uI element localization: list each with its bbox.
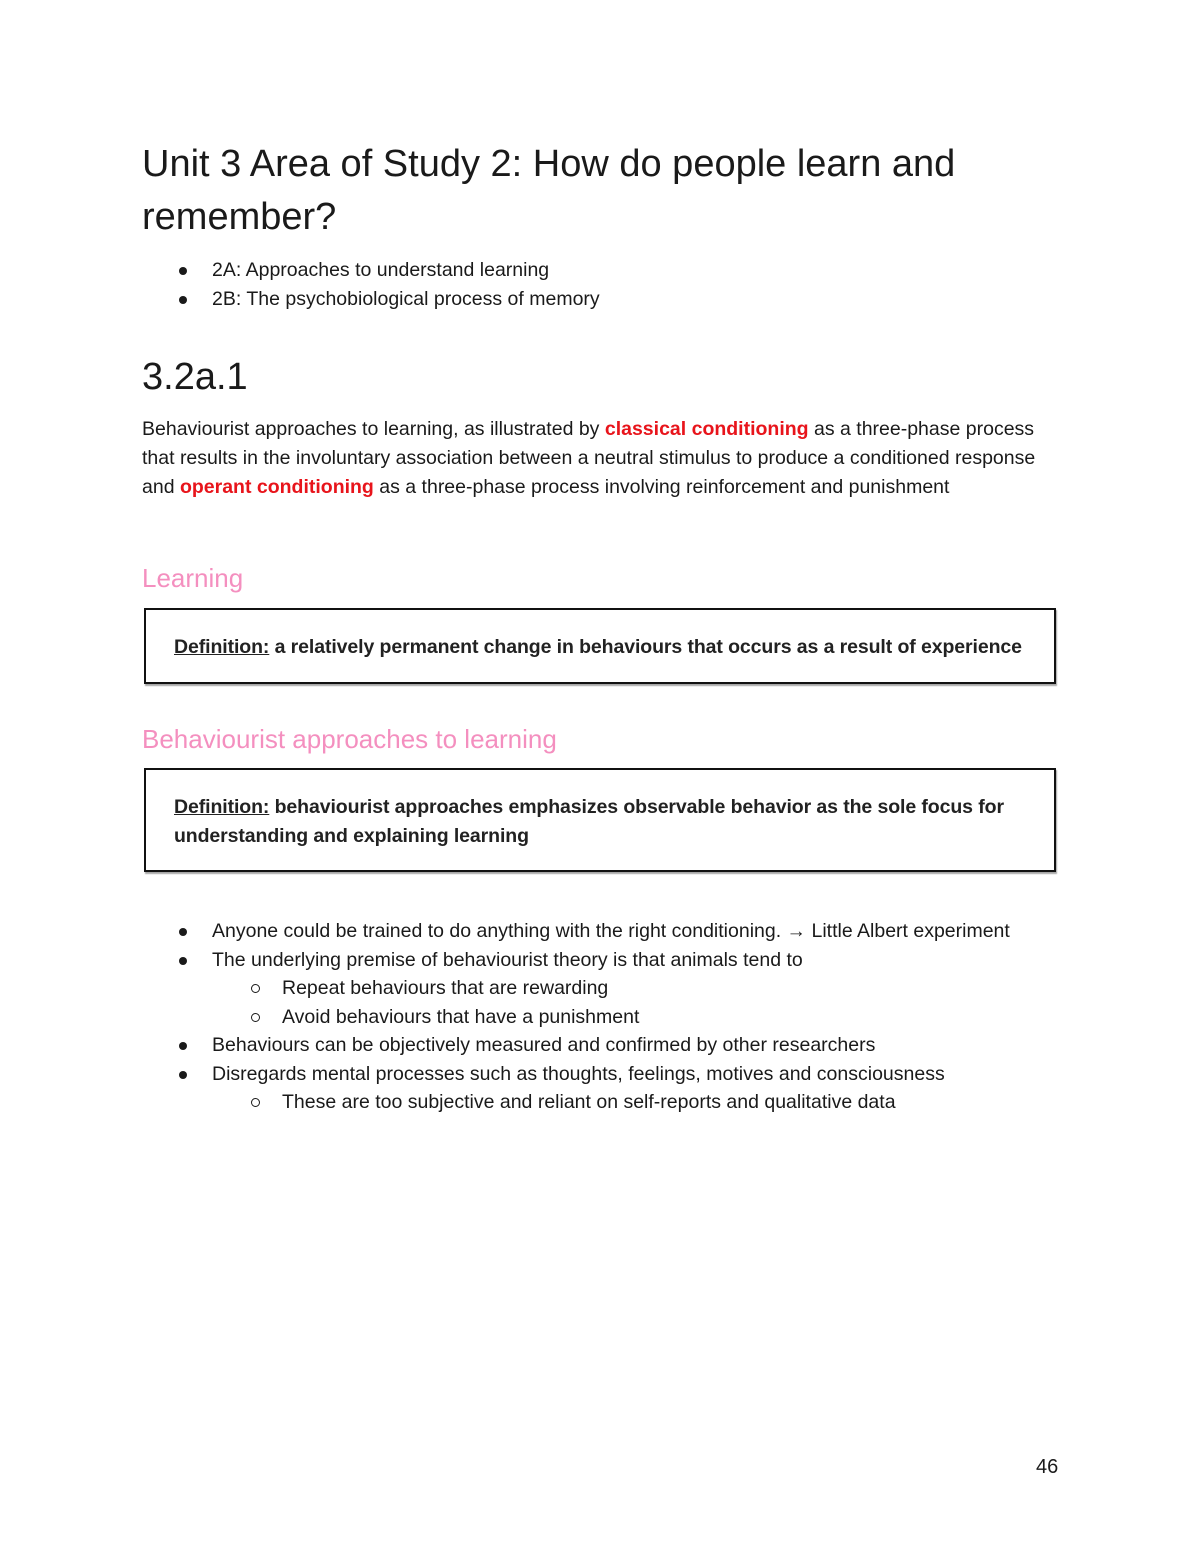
list-item-text: These are too subjective and reliant on self-reports and qualitative data <box>282 1091 896 1113</box>
definition-body: a relatively permanent change in behaviours that occurs as a result of experience <box>269 636 1022 658</box>
hollow-bullet-icon <box>251 1098 260 1107</box>
key-term-classical: classical conditioning <box>604 418 809 440</box>
list-item <box>176 1060 1056 1089</box>
intro-bullet-list <box>176 256 1056 313</box>
list-item <box>176 285 1056 314</box>
list-item <box>176 1031 1056 1060</box>
list-item-text: The underlying premise of behaviourist theory is that animals tend to <box>212 948 803 971</box>
learning-definition-box <box>144 608 1056 684</box>
definition-text <box>174 633 1034 662</box>
list-item-text: Behaviours can be objectively measured and confirmed by other researchers <box>212 1034 876 1056</box>
definition-label: Definition: <box>174 636 270 658</box>
hollow-bullet-icon <box>251 1013 260 1022</box>
intro-paragraph <box>142 415 1062 502</box>
bullet-icon <box>179 267 187 275</box>
definition-label: Definition: <box>174 796 270 818</box>
bullet-icon <box>179 1042 187 1050</box>
definition-body: behaviourist approaches emphasizes observable behavior as the sole focus for understanding and explaining learning <box>174 796 1004 847</box>
bullet-icon <box>179 928 187 936</box>
list-item-text: Disregards mental processes such as thoughts, feelings, motives and consciousness <box>212 1062 945 1085</box>
definition-text <box>174 793 1034 851</box>
behaviourist-points-list <box>176 917 1056 1117</box>
list-item <box>176 946 1056 975</box>
sub-list-item <box>176 1003 1056 1032</box>
list-item <box>176 256 1056 285</box>
behaviourist-definition-box <box>144 768 1056 872</box>
section-number: 3.2a.1 <box>142 356 248 398</box>
bullet-icon <box>179 957 187 965</box>
list-item-text: Repeat behaviours that are rewarding <box>282 977 609 999</box>
sub-list-item <box>176 1088 1056 1117</box>
learning-heading: Learning <box>142 563 244 593</box>
key-term-operant: operant conditioning <box>179 476 374 498</box>
page-number: 46 <box>1036 1456 1059 1478</box>
list-item-text: Anyone could be trained to do anything with the right conditioning. → Little Albert experiment <box>212 920 1010 942</box>
bullet-icon <box>179 1071 187 1079</box>
bullet-icon <box>179 296 187 304</box>
behaviourist-heading: Behaviourist approaches to learning <box>142 724 557 754</box>
paragraph-text: as a three-phase process that results in the involuntary association between a neutral stimulus to produce a conditioned response and <box>142 418 1036 498</box>
paragraph-text: as a three-phase process involving reinforcement and punishment <box>373 476 950 498</box>
list-item-text: 2A: Approaches to understand learning <box>212 259 550 281</box>
list-item-text: Avoid behaviours that have a punishment <box>282 1005 640 1028</box>
paragraph-text: Behaviourist approaches to learning, as illustrated by <box>142 418 605 440</box>
list-item-text: 2B: The psychobiological process of memory <box>212 287 600 310</box>
hollow-bullet-icon <box>251 984 260 993</box>
list-item <box>176 917 1056 946</box>
sub-list-item <box>176 974 1056 1003</box>
page-title: Unit 3 Area of Study 2: How do people learn and remember? <box>142 143 956 238</box>
